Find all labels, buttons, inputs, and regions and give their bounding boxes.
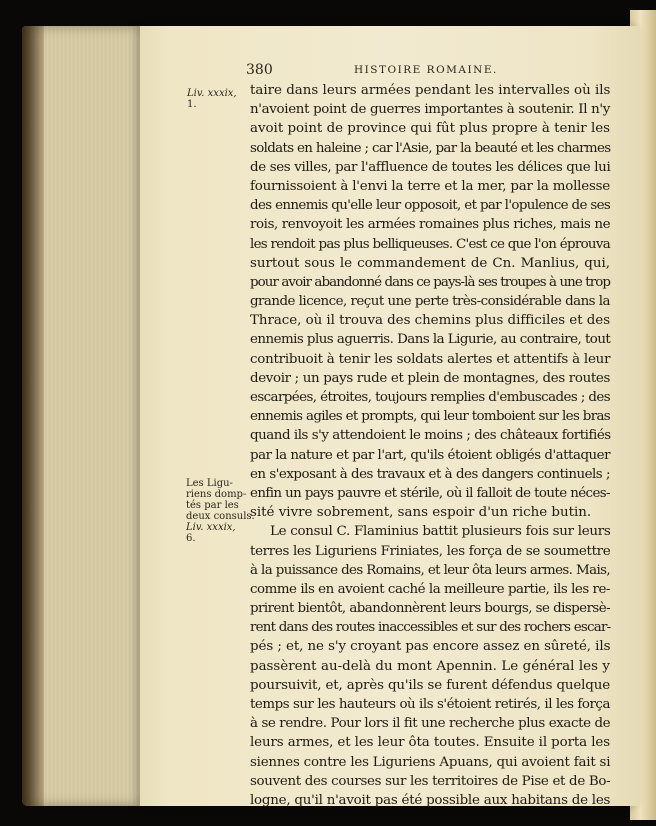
text-line: escarpées, étroites, toujours remplies d'embuscades ; des — [250, 390, 611, 405]
text-line: ennemis plus aguerris. Dans la Ligurie, au contraire, tout — [250, 332, 611, 348]
text-line: souvent des courses sur les territoires de Pise et de Bo- — [250, 773, 611, 789]
text-line: avoit point de province qui fût plus propre à tenir les — [250, 121, 610, 137]
text-line: terres les Liguriens Friniates, les força de se soumettre — [250, 543, 611, 559]
text-line: par la nature et par l'art, qu'ils étoient obligés d'attaquer — [250, 447, 610, 463]
text-line: temps sur les hauteurs où ils s'étoient retirés, il les força — [250, 697, 610, 712]
text-line: contribuoit à tenir les soldats alertes et attentifs à leur — [250, 351, 611, 367]
margin-note-line: riens domp- — [186, 489, 247, 500]
text-line: les rendoit pas plus belliqueuses. C'est ce que l'on éprouva — [250, 236, 610, 252]
text-line: Le consul C. Flaminius battit plusieurs fois sur leurs — [270, 524, 611, 540]
margin-note-line: 1. — [187, 99, 197, 110]
text-line: surtout sous le commandement de Cn. Manlius, qui, — [250, 255, 610, 271]
text-line: devoir ; un pays rude et plein de montagnes, des routes — [250, 370, 610, 386]
margin-note-reference — [187, 88, 247, 110]
text-line: poursuivit, et, après qu'ils se furent défendus quelque — [250, 677, 610, 693]
binding-shadow — [22, 26, 44, 806]
text-line: rois, renvoyoit les armées romaines plus riches, mais ne — [250, 217, 611, 233]
text-line: passèrent au-delà du mont Apennin. Le général les y — [250, 658, 610, 674]
text-line: taire dans leurs armées pendant les intervalles où ils — [250, 83, 611, 98]
margin-note-ligurians — [186, 478, 255, 544]
body-text — [250, 81, 610, 810]
margin-note-line: deux consuls. — [186, 511, 255, 522]
text-line: rent dans des routes inaccessibles et sur des rochers escar- — [250, 620, 611, 636]
margin-note-line: Liv. xxxix, — [186, 522, 236, 533]
text-line: ennemis agiles et prompts, qui leur tomboient sur les bras — [250, 409, 610, 425]
text-line: n'avoient point de guerres importantes à soutenir. Il n'y — [250, 102, 610, 118]
text-line: sité vivre sobrement, sans espoir d'un riche butin. — [250, 505, 592, 521]
text-line: soldats en haleine ; car l'Asie, par la beauté et les charmes — [250, 140, 611, 156]
margin-note-line: Liv. xxxix, — [187, 88, 237, 99]
text-line: Thrace, où il trouva des chemins plus difficiles et des — [250, 313, 611, 329]
text-line: prirent bientôt, abandonnèrent leurs bourgs, se dispersè- — [250, 601, 611, 617]
text-line: pés ; et, ne s'y croyant pas encore assez en sûreté, ils — [250, 639, 611, 655]
text-line: des ennemis qu'elle leur opposoit, et par l'opulence de ses — [250, 198, 611, 214]
text-line: à la puissance des Romains, et leur ôta leurs armes. Mais, — [250, 562, 610, 578]
text-line: à se rendre. Pour lors il fit une recherche plus exacte de — [250, 716, 611, 732]
text-line: fournissoient à l'envi la terre et la mer, par la mollesse — [250, 178, 610, 194]
page-header — [246, 62, 616, 80]
text-line: en s'exposant à des travaux et à des dangers continuels ; — [250, 466, 610, 482]
text-line: comme ils en avoient caché la meilleure partie, ils les re- — [250, 581, 610, 597]
margin-note-line: Les Ligu- — [186, 478, 233, 489]
text-line: pour avoir abandonné dans ce pays-là ses troupes à une trop — [250, 274, 610, 290]
text-line: quand ils s'y attendoient le moins ; des châteaux fortifiés — [250, 428, 611, 444]
text-line: leurs armes, et les leur ôta toutes. Ensuite il porta les — [250, 735, 610, 751]
running-head: HISTOIRE ROMAINE. — [354, 64, 498, 76]
margin-note-line: tés par les — [186, 500, 239, 511]
text-line: logne, qu'il n'avoit pas été possible aux habitans de les — [250, 792, 611, 808]
text-line: grande licence, reçut une perte très-considérable dans la — [250, 294, 610, 310]
text-line: enfin un pays pauvre et stérile, où il falloit de toute néces- — [250, 485, 610, 501]
margin-note-line: 6. — [186, 533, 196, 544]
page-number: 380 — [246, 62, 273, 78]
text-line: siennes contre les Liguriens Apuans, qui avoient fait si — [250, 754, 611, 770]
text-line: de ses villes, par l'affluence de toutes les délices que lui — [250, 159, 611, 175]
